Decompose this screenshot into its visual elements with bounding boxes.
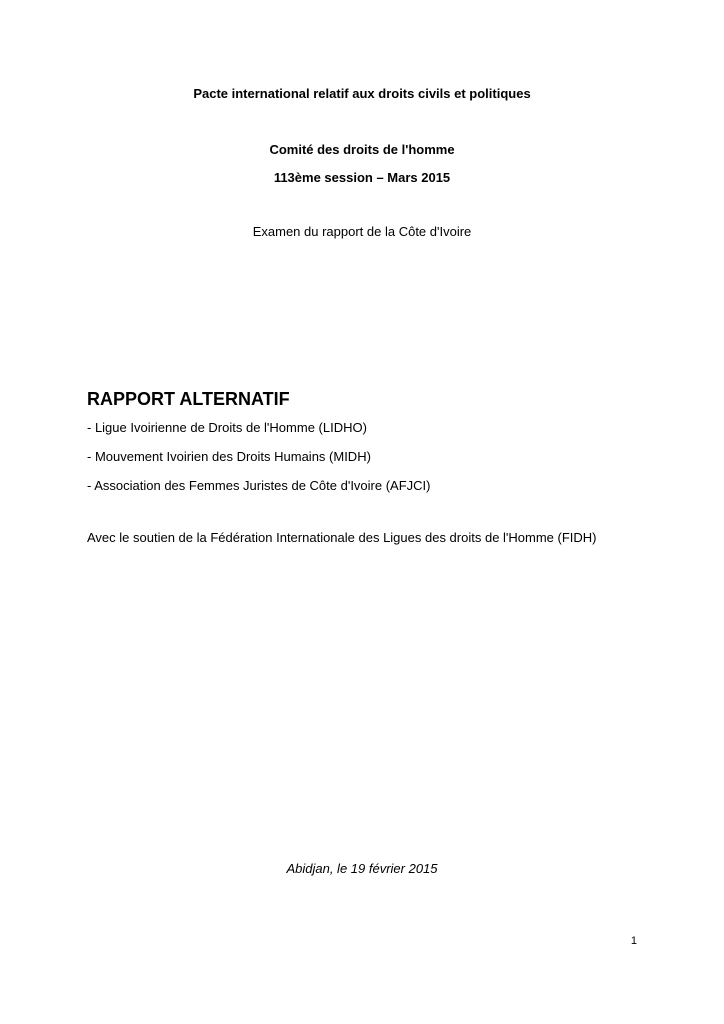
report-title: RAPPORT ALTERNATIF xyxy=(87,389,290,409)
list-item: - Ligue Ivoirienne de Droits de l'Homme (LIDHO) xyxy=(87,420,367,435)
place-and-date: Abidjan, le 19 février 2015 xyxy=(286,861,438,876)
list-item: - Mouvement Ivoirien des Droits Humains (MIDH) xyxy=(87,449,371,464)
convention-title: Pacte international relatif aux droits civils et politiques xyxy=(193,86,531,101)
committee-name: Comité des droits de l'homme xyxy=(269,142,455,157)
session-info: 113ème session – Mars 2015 xyxy=(273,170,451,185)
page-number: 1 xyxy=(630,935,637,947)
organization-list xyxy=(87,420,430,507)
list-item: - Association des Femmes Juristes de Côte d'Ivoire (AFJCI) xyxy=(87,478,431,493)
examination-subject: Examen du rapport de la Côte d'Ivoire xyxy=(252,224,472,239)
support-statement: Avec le soutien de la Fédération Internationale des Ligues des droits de l'Homme (FIDH) xyxy=(87,530,597,545)
